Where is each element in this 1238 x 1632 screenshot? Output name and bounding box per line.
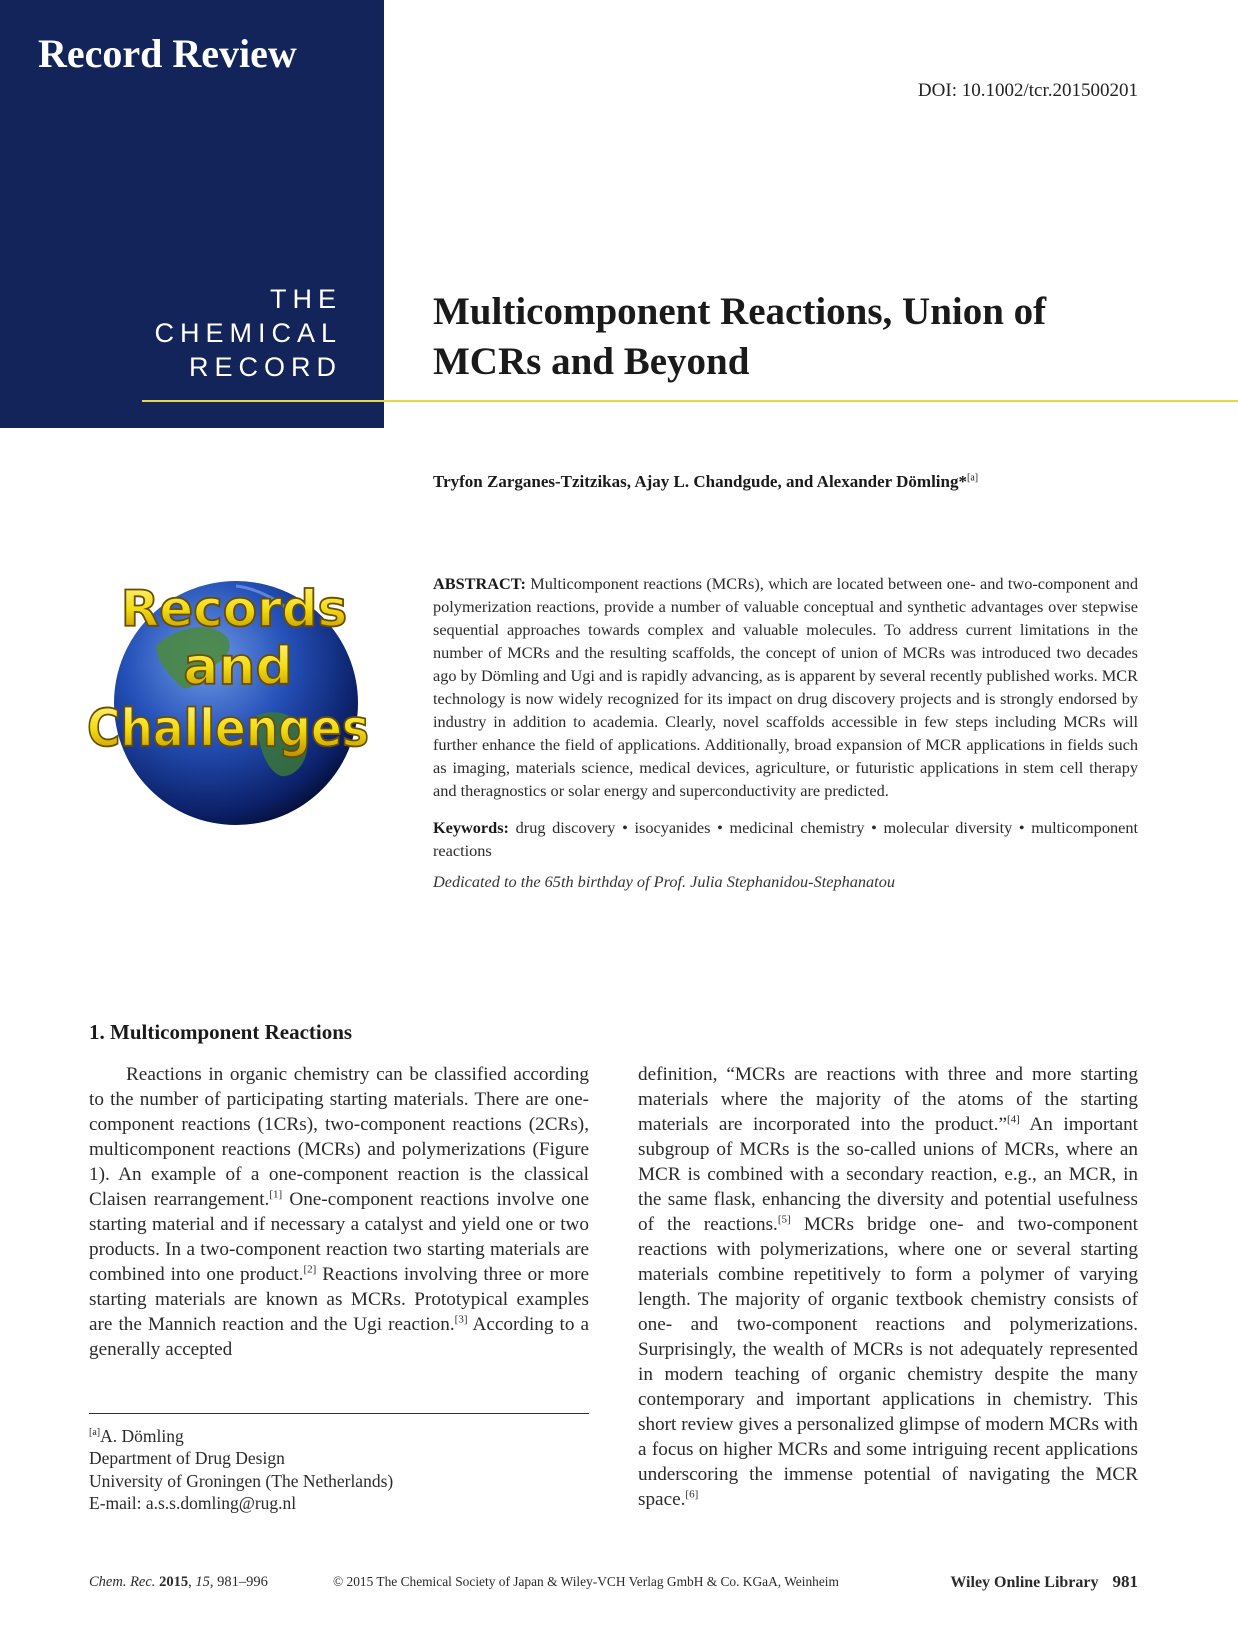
author-list <box>433 472 978 492</box>
footer-journal: Chem. Rec. <box>89 1574 156 1590</box>
body-column-left <box>89 1062 589 1362</box>
logo-text-line-2: and <box>183 637 293 697</box>
logo-text-line-3: Challenges <box>87 699 369 759</box>
footer-pages: 981–996 <box>217 1574 268 1590</box>
footer-copyright: © 2015 The Chemical Society of Japan & Wiley-VCH Verlag GmbH & Co. KGaA, Weinheim <box>333 1574 839 1589</box>
body-text: definition, “MCRs are reactions with three and more starting materials where the majority of the atoms of the starting materials are incorporated into the product.” <box>638 1064 1138 1135</box>
section-label: Record Review <box>38 31 297 76</box>
keywords-label: Keywords: <box>433 818 509 837</box>
body-column-right <box>638 1062 1138 1512</box>
reference-link[interactable]: [2] <box>303 1263 317 1276</box>
reference-link[interactable]: [4] <box>1006 1113 1020 1126</box>
header-banner <box>0 0 384 428</box>
body-text: MCRs bridge one- and two-component reactions with polymerizations, where one or several starting materials combine repetitively to form a polymer of varying length. The majority of organic textbook chemistry consists of one- and two-component reactions and polymerizations. Surprisingly, the wealth of MCRs is not adequately represented in modern teaching of organic chemistry despite the many contemporary and important applications in chemistry. This short review gives a personalized glimpse of modern MCRs with a focus on higher MCRs and some intriguing recent applications underscoring the immense potential of navigating the MCR space. <box>638 1214 1138 1510</box>
page-number: 981 <box>1112 1572 1138 1591</box>
journal-name-line: CHEMICAL <box>154 318 342 348</box>
logo-text-line-1: Records <box>120 580 348 638</box>
body-text: One-component reactions involve one starting material and if necessary a catalyst and yield one or two products. In a two-component reaction two starting materials are combined into one product. <box>89 1189 589 1285</box>
affiliation-footnote <box>89 1422 589 1515</box>
title-line-2: MCRs and Beyond <box>433 340 750 383</box>
abstract-text: Multicomponent reactions (MCRs), which are located between one- and two-component and polymerization reactions, provide a number of valuable conceptual and synthetic advantages over stepwise sequential approaches towards complex and valuable molecules. To address current limitations in the number of MCRs and the resulting scaffolds, the concept of union of MCRs was introduced two decades ago by Dömling and Ugi and is rapidly advancing, as is apparent by several recently published works. MCR technology is now widely recognized for its impact on drug discovery projects and is strongly endorsed by industry in addition to academia. Clearly, novel scaffolds accessible in few steps including MCRs will further enhance the field of applications. Additionally, broad expansion of MCR applications in fields such as imaging, materials science, medical devices, agriculture, or futuristic applications in stem cell therapy and theragnostics or solar energy and superconductivity are predicted. <box>433 574 1138 800</box>
page-footer <box>89 1574 1138 1596</box>
footnote-department: Department of Drug Design <box>89 1448 285 1469</box>
authors-text: Tryfon Zarganes-Tzitzikas, Ajay L. Chandgude, and Alexander Dömling* <box>433 472 967 491</box>
journal-name-line: RECORD <box>188 352 342 382</box>
footnote-email[interactable]: E-mail: a.s.s.domling@rug.nl <box>89 1493 297 1514</box>
title-rule <box>142 400 1238 402</box>
footer-library <box>950 1572 1138 1592</box>
title-line-1: Multicomponent Reactions, Union of <box>433 290 1047 333</box>
footnote-mark: [a] <box>89 1427 101 1438</box>
reference-link[interactable]: [3] <box>454 1313 468 1326</box>
footnote-university: University of Groningen (The Netherlands) <box>89 1470 394 1491</box>
reference-link[interactable]: [6] <box>685 1488 699 1501</box>
abstract <box>433 572 1138 893</box>
footer-year: 2015 <box>159 1574 189 1590</box>
reference-link[interactable]: [5] <box>777 1213 791 1226</box>
footnote-name-line <box>89 1422 589 1447</box>
journal-name <box>154 282 342 384</box>
records-and-challenges-logo <box>86 566 380 828</box>
body-text: According to a generally accepted <box>89 1314 589 1360</box>
footnote-name: A. Dömling <box>100 1425 184 1446</box>
affiliation-mark[interactable]: [a] <box>967 472 979 484</box>
body-text: An important subgroup of MCRs is the so-called unions of MCRs, where an MCR is combined with a secondary reaction, e.g., an MCR, in the same flask, enhancing the diversity and potential usefulness of the reactions. <box>638 1114 1139 1235</box>
footer-volume: 15 <box>195 1574 210 1590</box>
dedication: Dedicated to the 65th birthday of Prof. Julia Stephanidou-Stephanatou <box>433 872 895 891</box>
keywords <box>433 816 1138 862</box>
footnote-divider <box>89 1413 589 1414</box>
footer-citation: Chem. Rec. 2015, 15, 981–996 <box>89 1574 268 1590</box>
journal-name-line: THE <box>270 284 342 314</box>
body-text: Reactions involving three or more starting materials are known as MCRs. Prototypical examples are the Mannich reaction and the Ugi reaction. <box>89 1264 589 1335</box>
body-text: Reactions in organic chemistry can be classified according to the number of participating starting materials. There are one-component reactions (1CRs), two-component reactions (2CRs), multicomponent reactions (MCRs) and polymerizations (Figure 1). An example of a one-component reaction is the classical Claisen rearrangement. <box>89 1064 589 1210</box>
section-heading: 1. Multicomponent Reactions <box>89 1020 353 1044</box>
doi[interactable]: DOI: 10.1002/tcr.201500201 <box>917 80 1138 101</box>
footer-library-name[interactable]: Wiley Online Library <box>950 1574 1099 1591</box>
abstract-label: ABSTRACT: <box>433 574 526 593</box>
article-title <box>433 287 1153 387</box>
reference-link[interactable]: [1] <box>269 1188 283 1201</box>
keywords-text: drug discovery • isocyanides • medicinal chemistry • molecular diversity • multicomponent reactions <box>433 818 1138 860</box>
abstract-paragraph <box>433 572 1138 802</box>
